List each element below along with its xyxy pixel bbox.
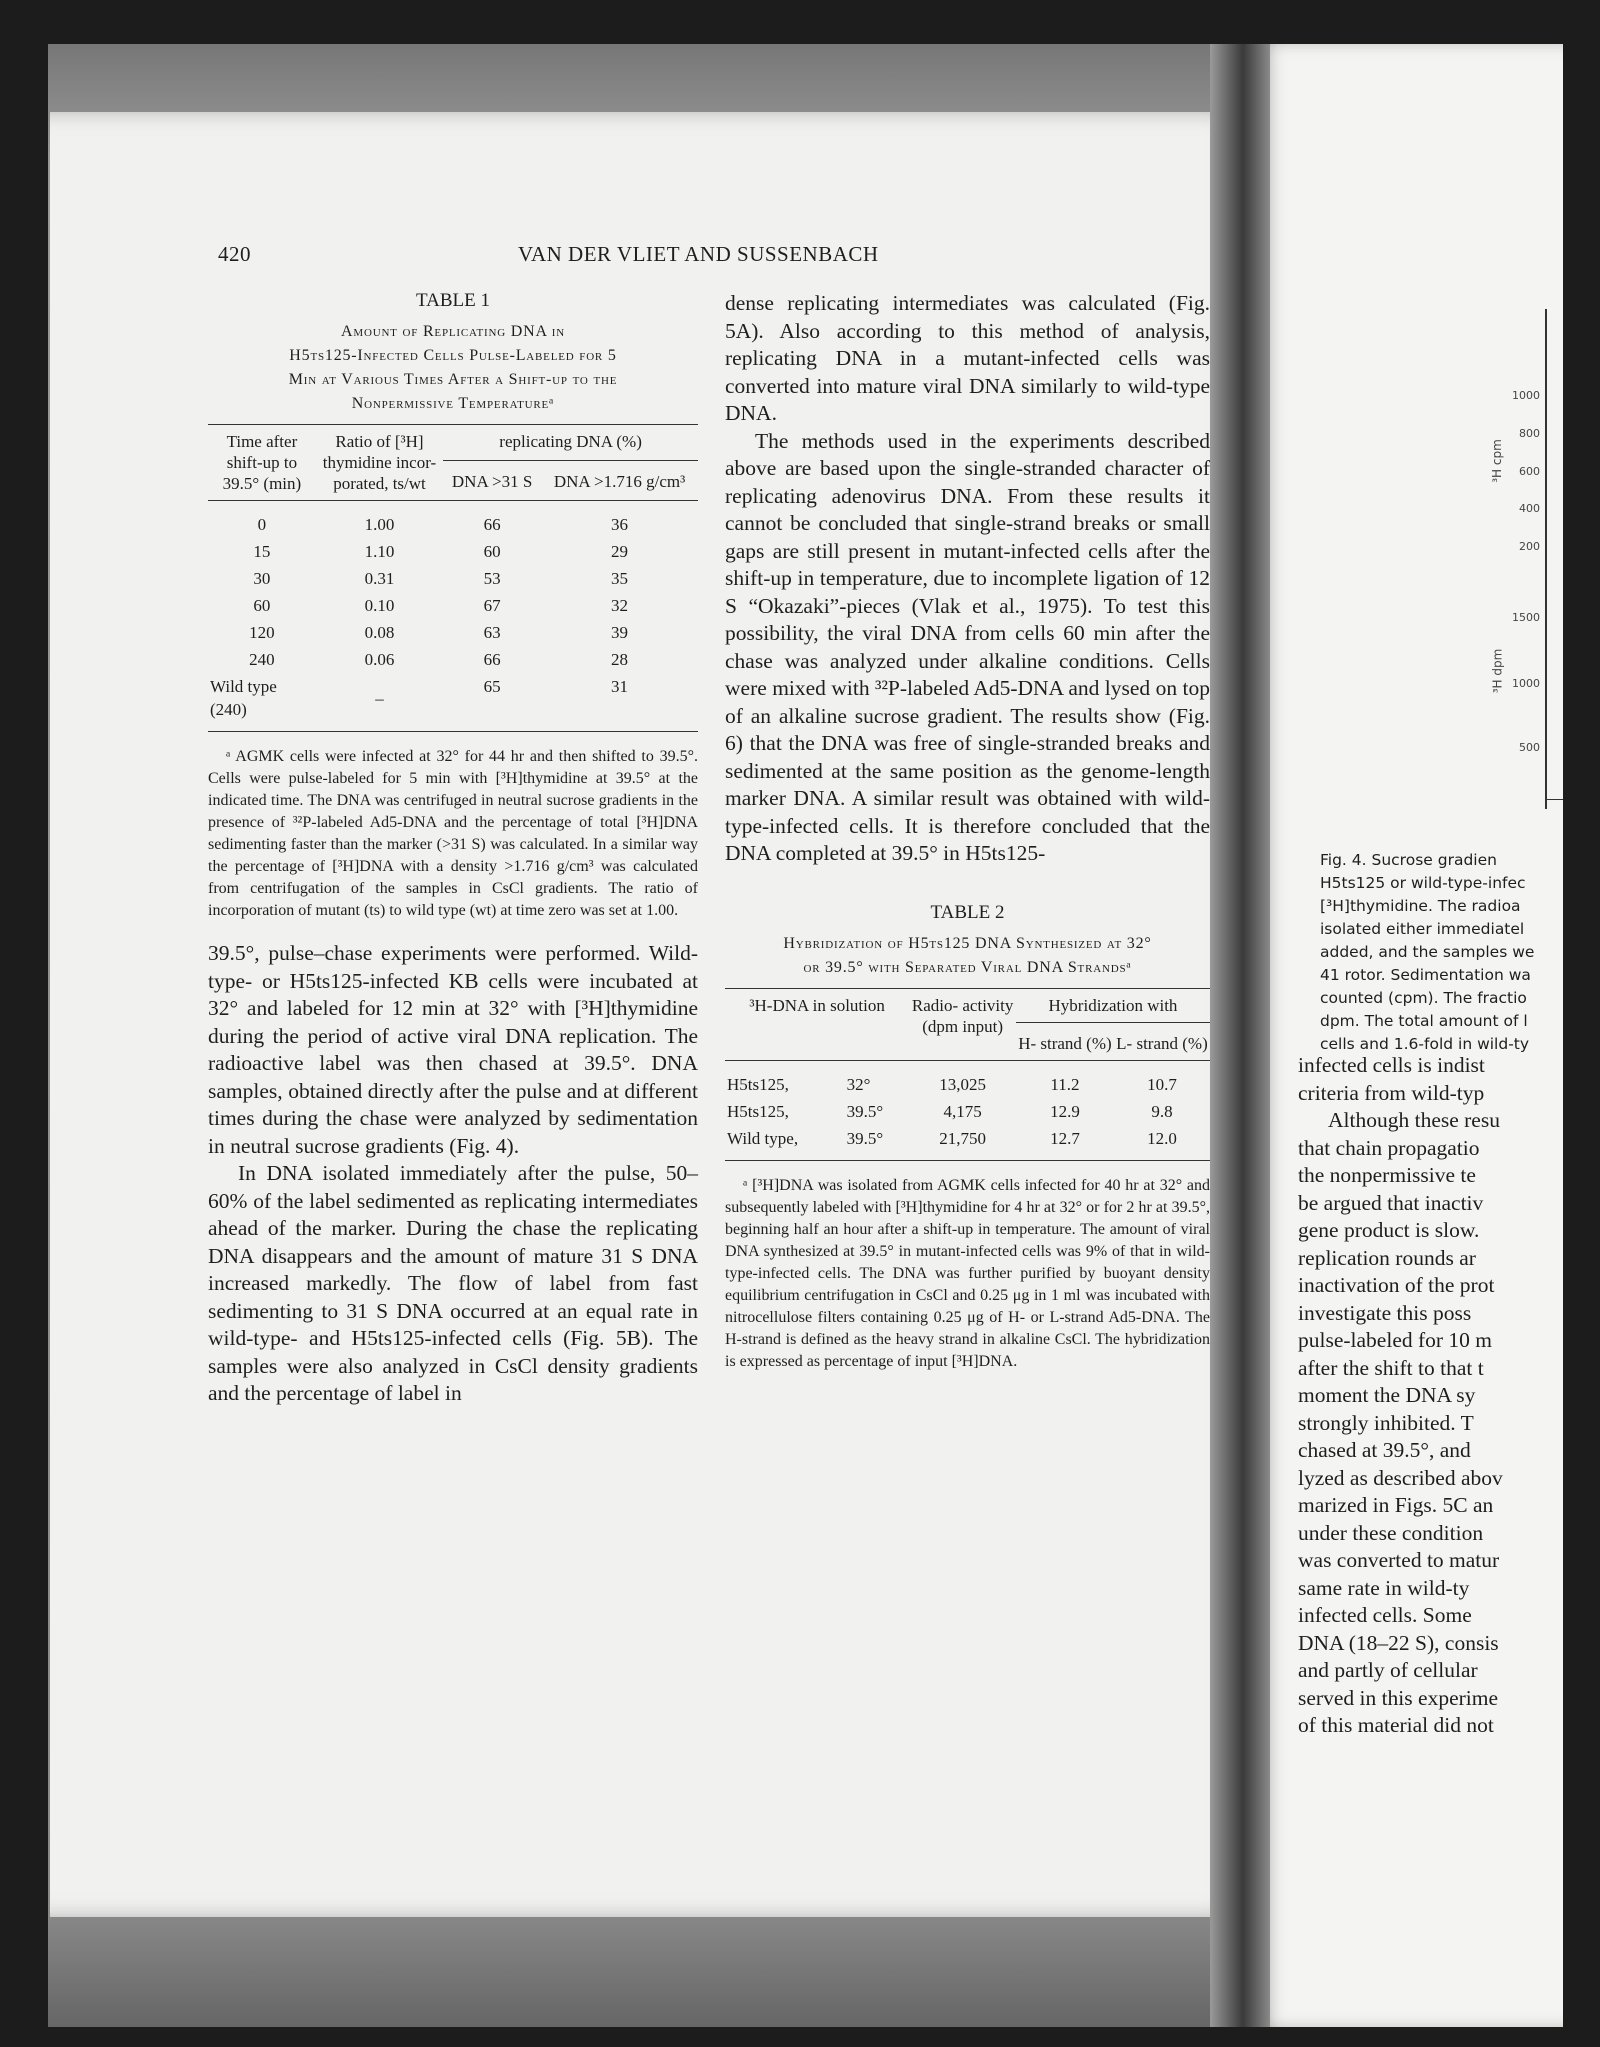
body-line: same rate in wild-ty [1298, 1575, 1470, 1600]
table-row [725, 1060, 1210, 1098]
cell-l-strand: 9.8 [1151, 1101, 1173, 1121]
caption-line: 41 rotor. Sedimentation wa [1320, 966, 1531, 984]
cell-h-strand: 12.9 [1050, 1101, 1080, 1121]
caption-line: cells and 1.6-fold in wild-ty [1320, 1035, 1530, 1053]
cell-time: 0 [257, 515, 267, 534]
table-2-title [725, 932, 1210, 980]
page-number: 420 [218, 242, 251, 266]
table-1-footnote: ᵃ AGMK cells were infected at 32° for 44 hr and then shifted to 39.5°. Cells were pulse-labeled for 5 min with [³H]thymidine at 39.5° at the indicated time. The DNA was centrifuged in neutral sucrose gradients in the presence of ³²P-labeled Ad5-DNA and the percentage of total [³H]DNA sedimenting faster than the marker (>31 S) was calculated. In a similar way the percentage of [³H]DNA with a density >1.716 g/cm³ was calculated from centrifugation of the samples in CsCl gradients. The ratio of incorporation of mutant (ts) to wild type (wt) at time zero was set at 1.00. [208, 748, 698, 919]
cell-density: 29 [611, 542, 629, 561]
body-paragraph: dense replicating intermediates was calculated (Fig. 5A). Also according to this method of analysis, replicating DNA in a mutant-infected cells was converted into mature viral DNA similarly to wild-type DNA. [725, 291, 1210, 425]
caption-line: [³H]thymidine. The radioa [1320, 897, 1521, 915]
table-1-caption: TABLE 1 [416, 290, 490, 311]
col-header-hybridization: Hybridization with [1016, 988, 1210, 1022]
tick-label: 800 [1519, 427, 1540, 440]
col-header-31s: DNA >31 S [451, 471, 533, 491]
body-line: was converted to matur [1298, 1548, 1500, 1572]
tick-label: 400 [1519, 502, 1540, 515]
cell-31s: 66 [483, 650, 501, 669]
caption-line: isolated either immediatel [1320, 920, 1525, 938]
cell-31s: 63 [483, 623, 501, 642]
tick-label: 200 [1519, 540, 1540, 553]
table-title-line: Hybridization of H5ts125 DNA Synthesized at 32° [783, 934, 1152, 952]
cell-time: 120 [249, 623, 275, 642]
cell-ratio: 1.10 [364, 542, 395, 561]
body-line: lyzed as described abov [1298, 1465, 1503, 1490]
table-row [208, 646, 698, 673]
col-header-replicating: replicating DNA (%) [443, 425, 698, 461]
cell-radioactivity: 13,025 [939, 1074, 986, 1094]
table-row [725, 1125, 1210, 1161]
caption-line: added, and the samples we [1320, 943, 1535, 961]
cell-density: 32 [611, 596, 629, 615]
cell-ratio: 0.06 [364, 650, 395, 669]
table-2-footnote: ᵃ [³H]DNA was isolated from AGMK cells infected for 40 hr at 32° and subsequently labeled with [³H]thymidine for 4 hr at 32° or for 2 hr at 39.5°, beginning half an hour after a shift-up in temperature. The amount of viral DNA synthesized at 39.5° in mutant-infected cells was 9% of that in wild-type-infected cells. The DNA was further purified by buoyant density equilibrium centrifugation in CsCl and 0.25 μg in 1 ml was incubated with nitrocellulose filters containing 0.25 μg of H- or L-strand Ad5-DNA. The H-strand is defined as the heavy strand in alkaline CsCl. The hybridization is expressed as percentage of input [³H]DNA. [725, 1176, 1210, 1370]
cell-ratio: 0.31 [364, 569, 395, 588]
caption-line: Fig. 4. Sucrose gradien [1320, 851, 1497, 869]
cell-temp: 39.5° [846, 1101, 884, 1121]
table-row [208, 619, 698, 646]
table-title-line: Min at Various Times After a Shift-up to the [288, 371, 618, 388]
table-title-line: Amount of Replicating DNA in [341, 323, 565, 340]
cell-l-strand: 12.0 [1147, 1128, 1177, 1148]
table-row [208, 592, 698, 619]
body-line: gene product is slow. [1298, 1218, 1480, 1242]
body-paragraph: The methods used in the experiments described above are based upon the single-stranded character of replicating adenovirus DNA. From these results it cannot be concluded that single-strand breaks or small gaps are still present in mutant-infected cells after the shift-up in temperature, due to incomplete ligation of 12 S “Okazaki”-pieces (Vlak et al., 1975). To test this possibility, the viral DNA from cells 60 min after the chase was analyzed under alkaline conditions. Cells were mixed with ³²P-labeled Ad5-DNA and lysed on top of an alkaline sucrose gradient. The results show (Fig. 6) that the DNA was free of single-stranded breaks and sedimented at the same position as the genome-length marker DNA. A similar result was obtained with wild-type-infected cells. It is therefore concluded that the DNA completed at 39.5° in H5ts125- [725, 428, 1210, 865]
body-line: pulse-labeled for 10 m [1298, 1328, 1493, 1352]
right-page [1250, 44, 1563, 2027]
cell-h-strand: 12.7 [1050, 1128, 1080, 1148]
cell-time: 240 [249, 650, 275, 669]
cell-31s: 66 [483, 515, 501, 534]
body-line: replication rounds ar [1298, 1245, 1476, 1270]
tick-label: 1500 [1512, 611, 1540, 624]
col-header-radioactivity: Radio- activity (dpm input) [911, 995, 1014, 1036]
figure-x-axis [1546, 799, 1563, 800]
axis-label: ³H dpm [1490, 648, 1505, 694]
body-line: be argued that inactiv [1298, 1190, 1484, 1215]
table-1-title [208, 320, 698, 416]
table-row [208, 673, 698, 732]
cell-radioactivity: 4,175 [943, 1101, 982, 1121]
caption-line: H5ts125 or wild-type-infec [1320, 874, 1526, 892]
cell-solution: Wild type, [727, 1128, 799, 1148]
cell-density: 35 [611, 569, 629, 588]
col-header-l-strand: L- strand (%) [1116, 1033, 1208, 1053]
body-line: strongly inhibited. T [1298, 1410, 1474, 1435]
table-2 [725, 988, 1210, 1161]
col-header-solution: ³H-DNA in solution [749, 995, 885, 1015]
axis-label: ³H cpm [1489, 439, 1504, 483]
cell-density: 39 [611, 623, 629, 642]
cell-31s: 65 [483, 677, 501, 696]
body-line: inactivation of the prot [1298, 1273, 1495, 1297]
cell-31s: 53 [483, 569, 501, 588]
cell-ratio: 1.00 [364, 515, 395, 534]
cell-time: 30 [253, 569, 271, 588]
tick-label: 600 [1519, 465, 1540, 478]
body-line: investigate this poss [1298, 1300, 1472, 1325]
table-row [208, 565, 698, 592]
body-line: Although these resu [1328, 1108, 1500, 1132]
table-row [208, 501, 698, 539]
cell-radioactivity: 21,750 [939, 1128, 986, 1148]
table-title-line: or 39.5° with Separated Viral DNA Strandsᵃ [803, 958, 1132, 976]
table-1 [208, 424, 698, 732]
body-line: under these condition [1298, 1520, 1484, 1545]
body-line: served in this experime [1298, 1685, 1499, 1710]
cell-temp: 32° [846, 1074, 871, 1094]
cell-31s: 60 [483, 542, 501, 561]
col-header-h-strand: H- strand (%) [1018, 1033, 1112, 1053]
table-title-line: Nonpermissive Temperatureᵃ [351, 395, 555, 412]
body-line: DNA (18–22 S), consis [1298, 1630, 1499, 1655]
cell-time: 60 [253, 596, 271, 615]
col-header-density: DNA >1.716 g/cm³ [553, 471, 686, 491]
figure-y-axis [1545, 309, 1547, 809]
body-line: and partly of cellular [1298, 1658, 1478, 1682]
cell-density: 31 [611, 677, 629, 696]
cell-solution: H5ts125, [727, 1074, 789, 1094]
cell-l-strand: 10.7 [1147, 1074, 1177, 1094]
body-line: that chain propagatio [1298, 1135, 1480, 1160]
table-title-line: H5ts125-Infected Cells Pulse-Labeled for 5 [289, 347, 617, 364]
body-paragraph: 39.5°, pulse–chase experiments were performed. Wild-type- or H5ts125-infected KB cells were incubated at 32° and labeled for 12 min at 32° with [³H]thymidine during the period of active viral DNA replication. The radioactive label was then chased at 39.5°. DNA samples, obtained directly after the pulse and at different times during the chase were analyzed by sedimentation in neutral sucrose gradients (Fig. 4). [208, 941, 698, 1158]
book-gutter [1210, 44, 1270, 2027]
right-body-text [1298, 1052, 1563, 1740]
col-header-ratio: Ratio of [³H] thymidine incor- porated, ts/wt [322, 432, 437, 493]
tick-label: 1000 [1512, 389, 1540, 402]
body-line: the nonpermissive te [1298, 1163, 1476, 1187]
cell-density: 36 [611, 515, 629, 534]
body-line: criteria from wild-typ [1298, 1080, 1485, 1105]
body-line: moment the DNA sy [1298, 1383, 1476, 1407]
table-2-caption: TABLE 2 [930, 901, 1005, 923]
cell-density: 28 [611, 650, 629, 669]
figure-4-caption [1320, 849, 1563, 1056]
cell-h-strand: 11.2 [1050, 1074, 1080, 1094]
cell-31s: 67 [483, 596, 501, 615]
cell-ratio: 0.10 [364, 596, 395, 615]
cell-time: Wild type (240) [210, 677, 277, 719]
tick-label: 1000 [1512, 677, 1540, 690]
body-line: marized in Figs. 5C an [1298, 1493, 1494, 1517]
col-header-time: Time after shift-up to 39.5° (min) [222, 432, 302, 493]
running-head: VAN DER VLIET AND SUSSENBACH [518, 242, 879, 266]
table-row [208, 538, 698, 565]
tick-label: 500 [1519, 741, 1540, 754]
body-line: after the shift to that t [1298, 1355, 1484, 1380]
cell-time: 15 [253, 542, 271, 561]
cell-solution: H5ts125, [727, 1101, 789, 1121]
caption-line: counted (cpm). The fractio [1320, 989, 1527, 1007]
caption-line: dpm. The total amount of l [1320, 1012, 1528, 1030]
table-row [725, 1098, 1210, 1125]
cell-temp: 39.5° [846, 1128, 884, 1148]
body-line: chased at 39.5°, and [1298, 1438, 1471, 1462]
body-line: infected cells. Some [1298, 1603, 1472, 1627]
cell-ratio: 0.08 [364, 623, 395, 642]
left-column [208, 290, 698, 1408]
middle-column [725, 290, 1210, 1373]
body-paragraph: In DNA isolated immediately after the pulse, 50–60% of the label sedimented as replicating intermediates ahead of the marker. During the chase the replicating DNA disappears and the amount of mature 31 S DNA increased markedly. The flow of label from fast sedimenting to 31 S DNA occurred at an equal rate in wild-type- and H5ts125-infected cells (Fig. 5B). The samples were also analyzed in CsCl density gradients and the percentage of label in [208, 1161, 698, 1405]
cell-ratio: – [375, 688, 384, 708]
body-line: of this material did not [1298, 1713, 1494, 1737]
body-line: infected cells is indist [1298, 1053, 1485, 1077]
